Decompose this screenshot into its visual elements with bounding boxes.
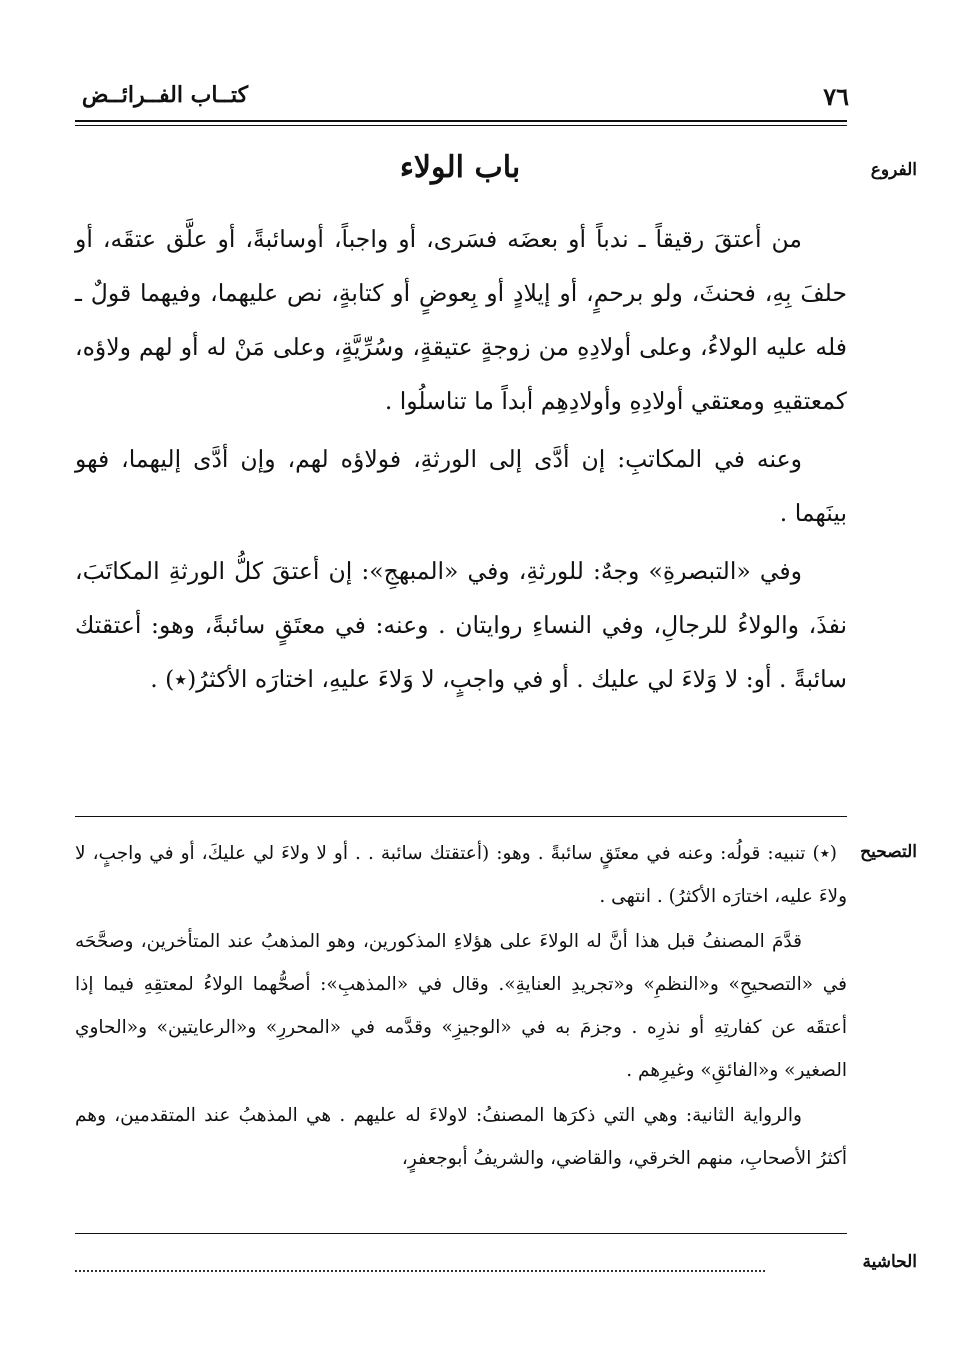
header-rule-thin: [75, 125, 847, 126]
main-paragraph: من أعتقَ رقيقاً ـ ندباً أو بعضَه فسَرى، أو واجباً، أوسائبةً، أو علَّق عتقَه، أو حلفَ بِهِ، فحنثَ، ولو برحمٍ، أو إيلادٍ أو بِعوضٍ أو كتابةٍ، نص عليهما، وفيهما قولٌ ـ فله عليه الولاءُ، وعلى أولادِهِ من زوجةٍ عتيقةٍ، وسُرِّيَّةٍ، وعلى مَنْ له أو لهم ولاؤه، كمعتقيهِ ومعتقي أولادِهِ وأولادِهِم أبداً ما تناسلُوا .: [75, 225, 847, 415]
main-text: [75, 212, 847, 710]
footnote-dotted-line: [75, 1270, 765, 1272]
chapter-title: باب الولاء: [399, 150, 521, 185]
commentary-paragraph: والرواية الثانية: وهي التي ذكرَها المصنفُ: لاولاءَ له عليهم . هي المذهبُ عند المتقدمين، وهم أكثرُ الأصحابِ، منهم الخرقي، والقاضي، والشريفُ أبوجعفرٍ،: [75, 1105, 847, 1169]
header-rule: [75, 120, 847, 122]
main-paragraph: وعنه في المكاتبِ: إن أدَّى إلى الورثةِ، فولاؤه لهم، وإن أدَّى إليهما، فهو بينَهما .: [75, 445, 847, 527]
running-header-title: كتــاب الفــرائــض: [81, 82, 249, 108]
commentary-separator: [75, 816, 847, 817]
footnote-separator: [75, 1233, 847, 1234]
margin-label-footnote: الحاشية: [862, 1252, 917, 1272]
margin-label-correction: التصحيح: [860, 842, 917, 862]
main-paragraph: وفي «التبصرةِ» وجهٌ: للورثةِ، وفي «المبهجِ»: إن أعتقَ كلُّ الورثةِ المكاتَبَ، نفذَ، والولاءُ للرجالِ، وفي النساءِ روايتان . وعنه: في معتَقٍ سائبةً، وهو: أعتقتك سائبةً . أو: لا وَلاءَ لي عليك . أو في واجبٍ، لا وَلاءَ عليهِ، اختارَه الأكثرُ(٭) .: [75, 557, 847, 693]
commentary-paragraph: (٭) تنبيه: قولُه: وعنه في معتَقٍ سائبةً . وهو: (أعتقتك سائبة . . أو لا ولاءَ لي عليكَ، أو في واجبٍ، لا ولاءَ عليه، اختارَه الأكثرُ) . انتهى .: [75, 843, 847, 907]
margin-label-branches: الفروع: [870, 160, 917, 180]
commentary-paragraph: قدَّمَ المصنفُ قبل هذا أنَّ له الولاءَ على هؤلاءِ المذكورين، وهو المذهبُ عند المتأخرين، وصحَّحَه في «التصحيحِ» و«النظمِ» و«تجريدِ العنايةِ». وقال في «المذهبِ»: أصحُّهما الولاءُ لمعتقِهِ فيما إذا أعتقَه عن كفارتِهِ أو نذرِه . وجزمَ به في «الوجيزِ» وقدَّمه في «المحررِ» و«الرعايتين» و«الحاوي الصغير» و«الفائقِ» وغيرِهم .: [75, 931, 847, 1081]
page-number: ٧٦: [823, 82, 849, 111]
commentary-text: [75, 832, 847, 1182]
